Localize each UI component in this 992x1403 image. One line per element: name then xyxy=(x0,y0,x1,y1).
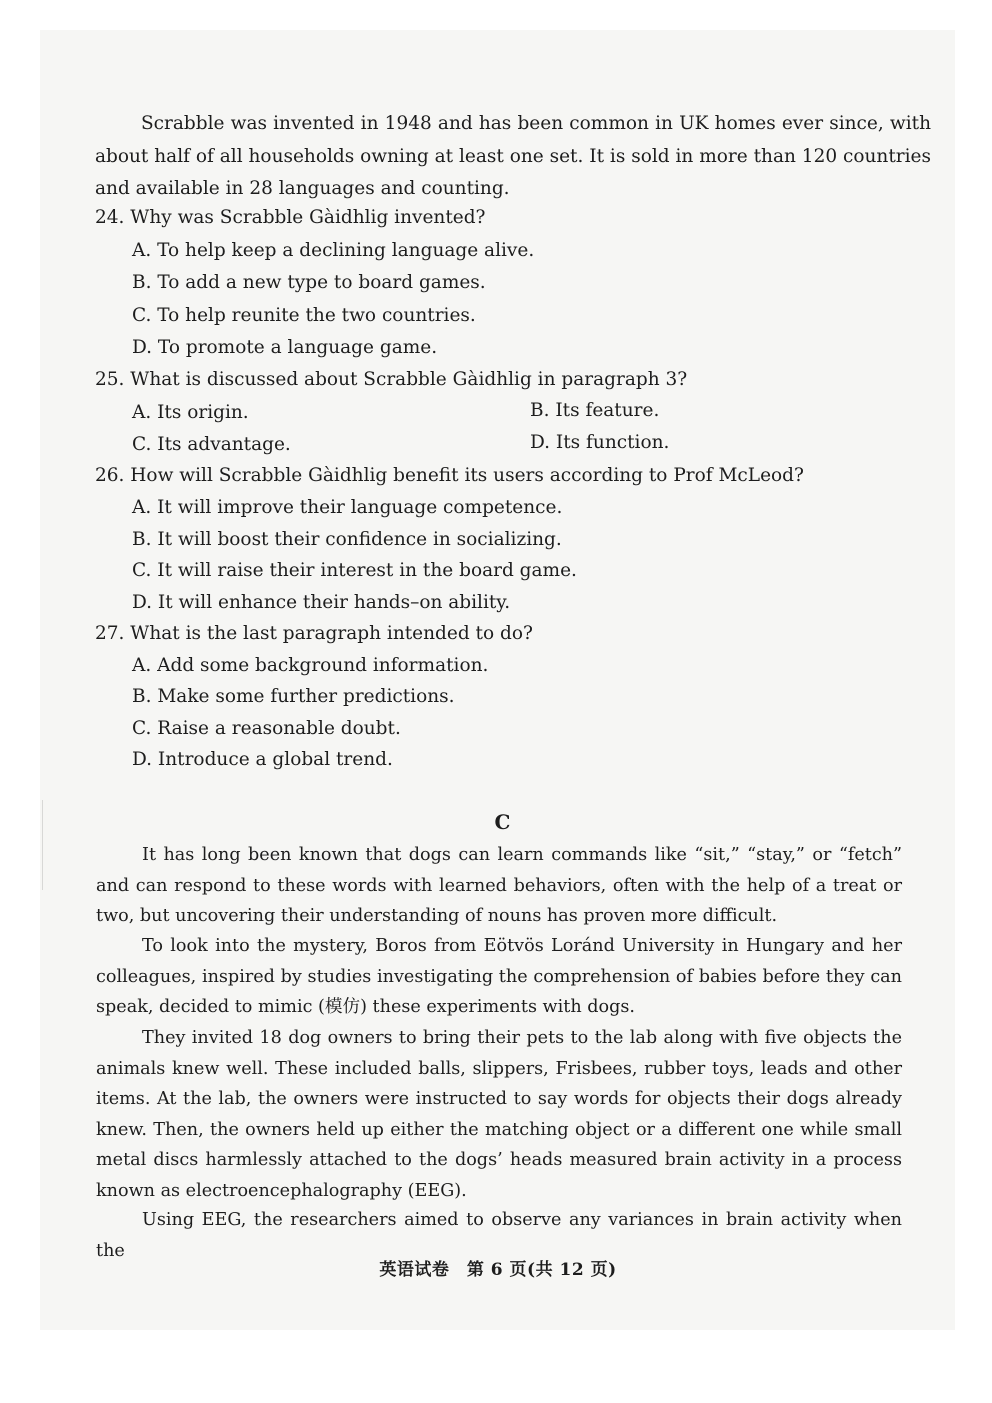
question-25-option-c: C. Its advantage. xyxy=(132,434,291,455)
question-26-option-d: D. It will enhance their hands–on ability. xyxy=(132,592,511,613)
question-25-option-a: A. Its origin. xyxy=(132,402,249,423)
question-25-stem: 25. What is discussed about Scrabble Gàidhlig in paragraph 3? xyxy=(95,369,688,390)
question-24-option-c: C. To help reunite the two countries. xyxy=(132,305,476,326)
passage-c-paragraph-1: It has long been known that dogs can learn commands like “sit,” “stay,” or “fetch” and can respond to these words with learned behaviors, often with the help of a treat or two, but uncovering their understanding of nouns has proven more difficult. xyxy=(96,845,902,926)
question-27-option-b: B. Make some further predictions. xyxy=(132,686,455,707)
question-24-option-d: D. To promote a language game. xyxy=(132,337,438,358)
question-27-option-a: A. Add some background information. xyxy=(132,655,489,676)
question-26-option-c: C. It will raise their interest in the board game. xyxy=(132,560,577,581)
page-footer: 英语试卷 第 6 页(共 12 页) xyxy=(379,1260,617,1280)
question-25-option-b: B. Its feature. xyxy=(530,400,660,421)
question-24-option-b: B. To add a new type to board games. xyxy=(132,272,486,293)
question-26-option-b: B. It will boost their confidence in socializing. xyxy=(132,529,562,550)
passage-c-heading: C xyxy=(494,810,511,834)
question-27-option-d: D. Introduce a global trend. xyxy=(132,749,393,770)
passage-c-paragraph-3: They invited 18 dog owners to bring their pets to the lab along with five objects the animals knew well. These included balls, slippers, Frisbees, rubber toys, leads and other items. At the lab, the owners were instructed to say words for objects their dogs already knew. Then, the owners held up either the matching object or a different one while small metal discs harmlessly attached to the dogs’ heads measured brain activity in a process known as electroencephalography (EEG). xyxy=(96,1028,902,1201)
question-27-option-c: C. Raise a reasonable doubt. xyxy=(132,718,401,739)
question-24-option-a: A. To help keep a declining language alive. xyxy=(132,240,535,261)
question-26-option-a: A. It will improve their language competence. xyxy=(132,497,563,518)
question-27-stem: 27. What is the last paragraph intended to do? xyxy=(95,623,533,644)
question-24-stem: 24. Why was Scrabble Gàidhlig invented? xyxy=(95,207,486,228)
passage-c-paragraph-2: To look into the mystery, Boros from Eötvös Loránd University in Hungary and her colleagues, inspired by studies investigating the comprehension of babies before they can speak, decided to mimic (模仿) these experiments with dogs. xyxy=(96,936,902,1017)
passage-b-closing-paragraph: Scrabble was invented in 1948 and has been common in UK homes ever since, with about half of all households owning at least one set. It is sold in more than 120 countries and available in 28 languages and counting. xyxy=(95,113,931,199)
passage-c-paragraph-4: Using EEG, the researchers aimed to observe any variances in brain activity when the xyxy=(96,1210,902,1261)
question-26-stem: 26. How will Scrabble Gàidhlig benefit its users according to Prof McLeod? xyxy=(95,465,804,486)
question-25-option-d: D. Its function. xyxy=(530,432,670,453)
